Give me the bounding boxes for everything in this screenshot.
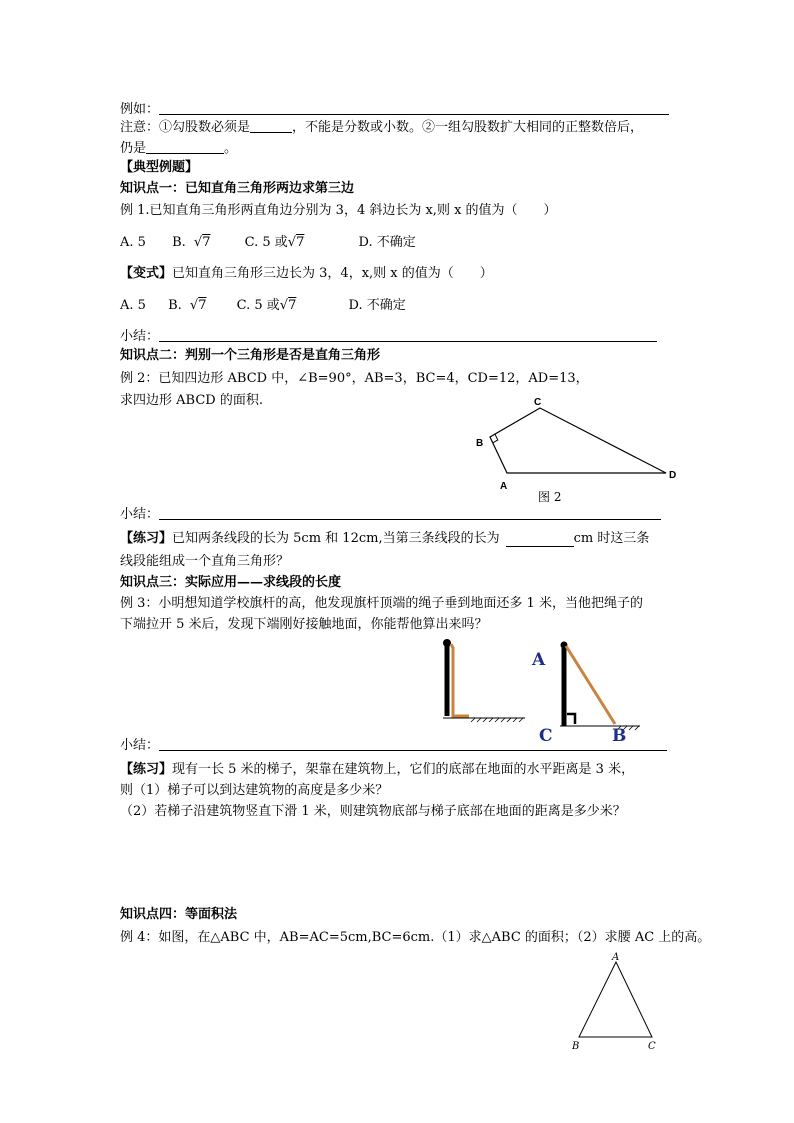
kp1-heading: 知识点一：已知直角三角形两边求第三边 xyxy=(120,181,355,196)
quadrilateral-shape xyxy=(490,408,666,473)
practice-2a: 【练习】现有一长 5 米的梯子，架靠在建筑物上，它们的底部在地面的水平距离是 3 米， xyxy=(120,762,635,777)
flagpole-figure xyxy=(425,636,665,746)
typical-heading: 【典型例题】 xyxy=(120,160,199,175)
isosceles-triangle-figure xyxy=(568,950,668,1055)
quadrilateral-figure xyxy=(470,393,685,508)
blank xyxy=(159,505,661,520)
note-line: 注意：①勾股数必须是 ，不能是分数或小数。②一组勾股数扩大相同的正整数倍后， xyxy=(120,120,644,135)
blank xyxy=(146,139,224,154)
example-2b: 求四边形 ABCD 的面积. xyxy=(120,393,263,408)
blank xyxy=(159,736,667,751)
kp3-heading: 知识点三：实际应用——求线段的长度 xyxy=(120,575,342,590)
label-a: A xyxy=(612,952,620,963)
practice-2b: 则（1）梯子可以到达建筑物的高度是多少米？ xyxy=(120,783,389,798)
practice-1c: 线段能组成一个直角三角形？ xyxy=(120,554,290,569)
example-3b: 下端拉开 5 米后，发现下端刚好接触地面，你能帮他算出来吗？ xyxy=(120,617,488,632)
blank xyxy=(159,100,669,115)
rope-pulled xyxy=(566,646,615,724)
example-line: 例如： xyxy=(120,100,669,118)
summary-line-3: 小结： xyxy=(120,736,667,754)
kp4-heading: 知识点四：等面积法 xyxy=(120,907,238,922)
sqrt-7: √7 xyxy=(193,235,211,250)
ground-hatch xyxy=(471,718,523,722)
sqrt-7: √7 xyxy=(189,298,207,313)
blank xyxy=(250,118,292,133)
sqrt-7: √7 xyxy=(287,235,305,250)
label-a: A xyxy=(532,650,546,670)
label-d: D xyxy=(669,470,677,481)
example-1: 例 1.已知直角三角形两直角边分别为 3，4 斜边长为 x,则 x 的值为（ ） xyxy=(120,203,557,218)
variant-line: 【变式】已知直角三角形三边长为 3，4，x,则 x 的值为（ ） xyxy=(120,266,493,281)
blank xyxy=(506,532,574,547)
blank xyxy=(159,327,657,342)
summary-line-2: 小结： xyxy=(120,505,661,523)
label-c: C xyxy=(648,1041,656,1052)
variant-options: A. 5 B. √7 C. 5 或√7 D. 不确定 xyxy=(120,298,406,313)
example-1-options: A. 5 B. √7 C. 5 或√7 D. 不确定 xyxy=(120,235,416,250)
pole-top xyxy=(443,639,451,647)
label-b: B xyxy=(476,438,484,449)
figure-caption: 图 2 xyxy=(538,490,562,504)
label-b: B xyxy=(572,1041,580,1052)
rope xyxy=(451,644,469,716)
sqrt-7: √7 xyxy=(279,298,297,313)
label-c: C xyxy=(539,726,553,746)
triangle-abc xyxy=(579,962,652,1037)
practice-1a: 【练习】已知两条线段的长为 5cm 和 12cm,当第三条线段的长为 cm 时这三条 xyxy=(120,531,650,546)
note-cont-line: 仍是 。 xyxy=(120,141,238,156)
practice-2c: （2）若梯子沿建筑物竖直下滑 1 米，则建筑物底部与梯子底部在地面的距离是多少米？ xyxy=(120,804,626,819)
label-a: A xyxy=(500,481,508,492)
example-2a: 例 2：已知四边形 ABCD 中，∠B=90°，AB=3，BC=4，CD=12，AD=13， xyxy=(120,371,589,386)
example-4: 例 4：如图，在△ABC 中，AB=AC=5cm,BC=6cm.（1）求△ABC 的面积；（2）求腰 AC 上的高。 xyxy=(120,930,711,945)
right-angle-mark xyxy=(567,714,575,724)
label-b: B xyxy=(612,726,627,746)
kp2-heading: 知识点二：判别一个三角形是否是直角三角形 xyxy=(120,348,381,363)
label-c: C xyxy=(534,397,542,408)
example-3a: 例 3：小明想知道学校旗杆的高，他发现旗杆顶端的绳子垂到地面还多 1 米，当他把绳子的 xyxy=(120,596,643,611)
summary-line-1: 小结： xyxy=(120,327,657,345)
